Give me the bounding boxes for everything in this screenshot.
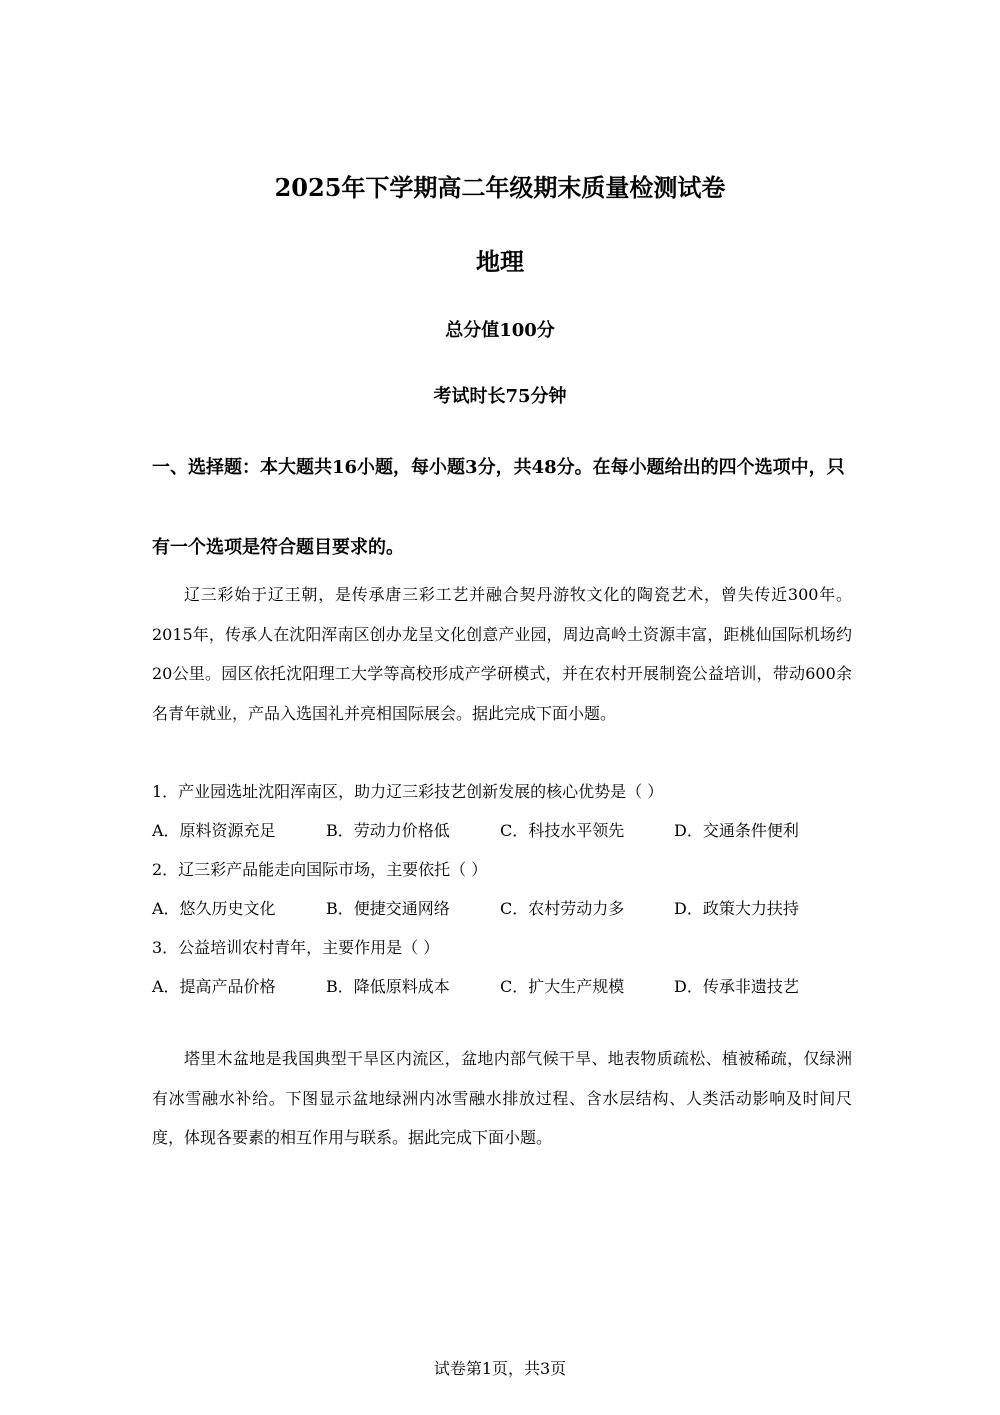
question-3-stem: 3．公益培训农村青年，主要作用是（ ） — [152, 938, 440, 957]
exam-duration: 考试时长75分钟 — [433, 386, 567, 407]
question-1-option-b: B．劳动力价格低 — [326, 821, 450, 840]
page-footer: 试卷第1页，共3页 — [433, 1359, 567, 1378]
question-2-stem: 2．辽三彩产品能走向国际市场，主要依托（ ） — [152, 860, 488, 879]
question-2-option-b: B．便捷交通网络 — [326, 899, 450, 918]
question-1-option-a: A．原料资源充足 — [152, 821, 276, 840]
question-3-option-a: A．提高产品价格 — [152, 977, 276, 996]
passage-tarim-basin: 塔里木盆地是我国典型干旱区内流区，盆地内部气候干旱、地表物质疏松、植被稀疏，仅绿洲有冰雪融水补给。下图显示盆地绿洲内冰雪融水排放过程、含水层结构、人类活动影响及时间尺度，体现各要素的相互作用与联系。据此完成下面小题。 — [152, 1049, 852, 1147]
question-2-option-d: D．政策大力扶持 — [674, 899, 799, 918]
question-2-option-a: A．悠久历史文化 — [152, 899, 276, 918]
question-1-stem: 1．产业园选址沈阳浑南区，助力辽三彩技艺创新发展的核心优势是（ ） — [152, 782, 664, 801]
exam-title: 2025年下学期高二年级期末质量检测试卷 — [274, 173, 726, 202]
question-3-option-c: C．扩大生产规模 — [500, 977, 625, 996]
subject-title: 地理 — [476, 247, 524, 276]
total-score: 总分值100分 — [445, 320, 555, 341]
question-2-option-c: C．农村劳动力多 — [500, 899, 625, 918]
passage-liao-sancai: 辽三彩始于辽王朝，是传承唐三彩工艺并融合契丹游牧文化的陶瓷艺术，曾失传近300年。2015年，传承人在沈阳浑南区创办龙呈文化创意产业园，周边高岭土资源丰富，距桃仙国际机场约20公里。园区依托沈阳理工大学等高校形成产学研模式，并在农村开展制瓷公益培训，带动600余名青年就业，产品入选国礼并亮相国际展会。据此完成下面小题。 — [152, 585, 852, 723]
question-3-option-b: B．降低原料成本 — [326, 977, 450, 996]
question-1-option-d: D．交通条件便利 — [674, 821, 799, 840]
section-heading: 一、选择题：本大题共16小题，每小题3分，共48分。在每小题给出的四个选项中，只有一个选项是符合题目要求的。 — [152, 457, 845, 558]
question-1-option-c: C．科技水平领先 — [500, 821, 625, 840]
question-3-option-d: D．传承非遗技艺 — [674, 977, 799, 996]
